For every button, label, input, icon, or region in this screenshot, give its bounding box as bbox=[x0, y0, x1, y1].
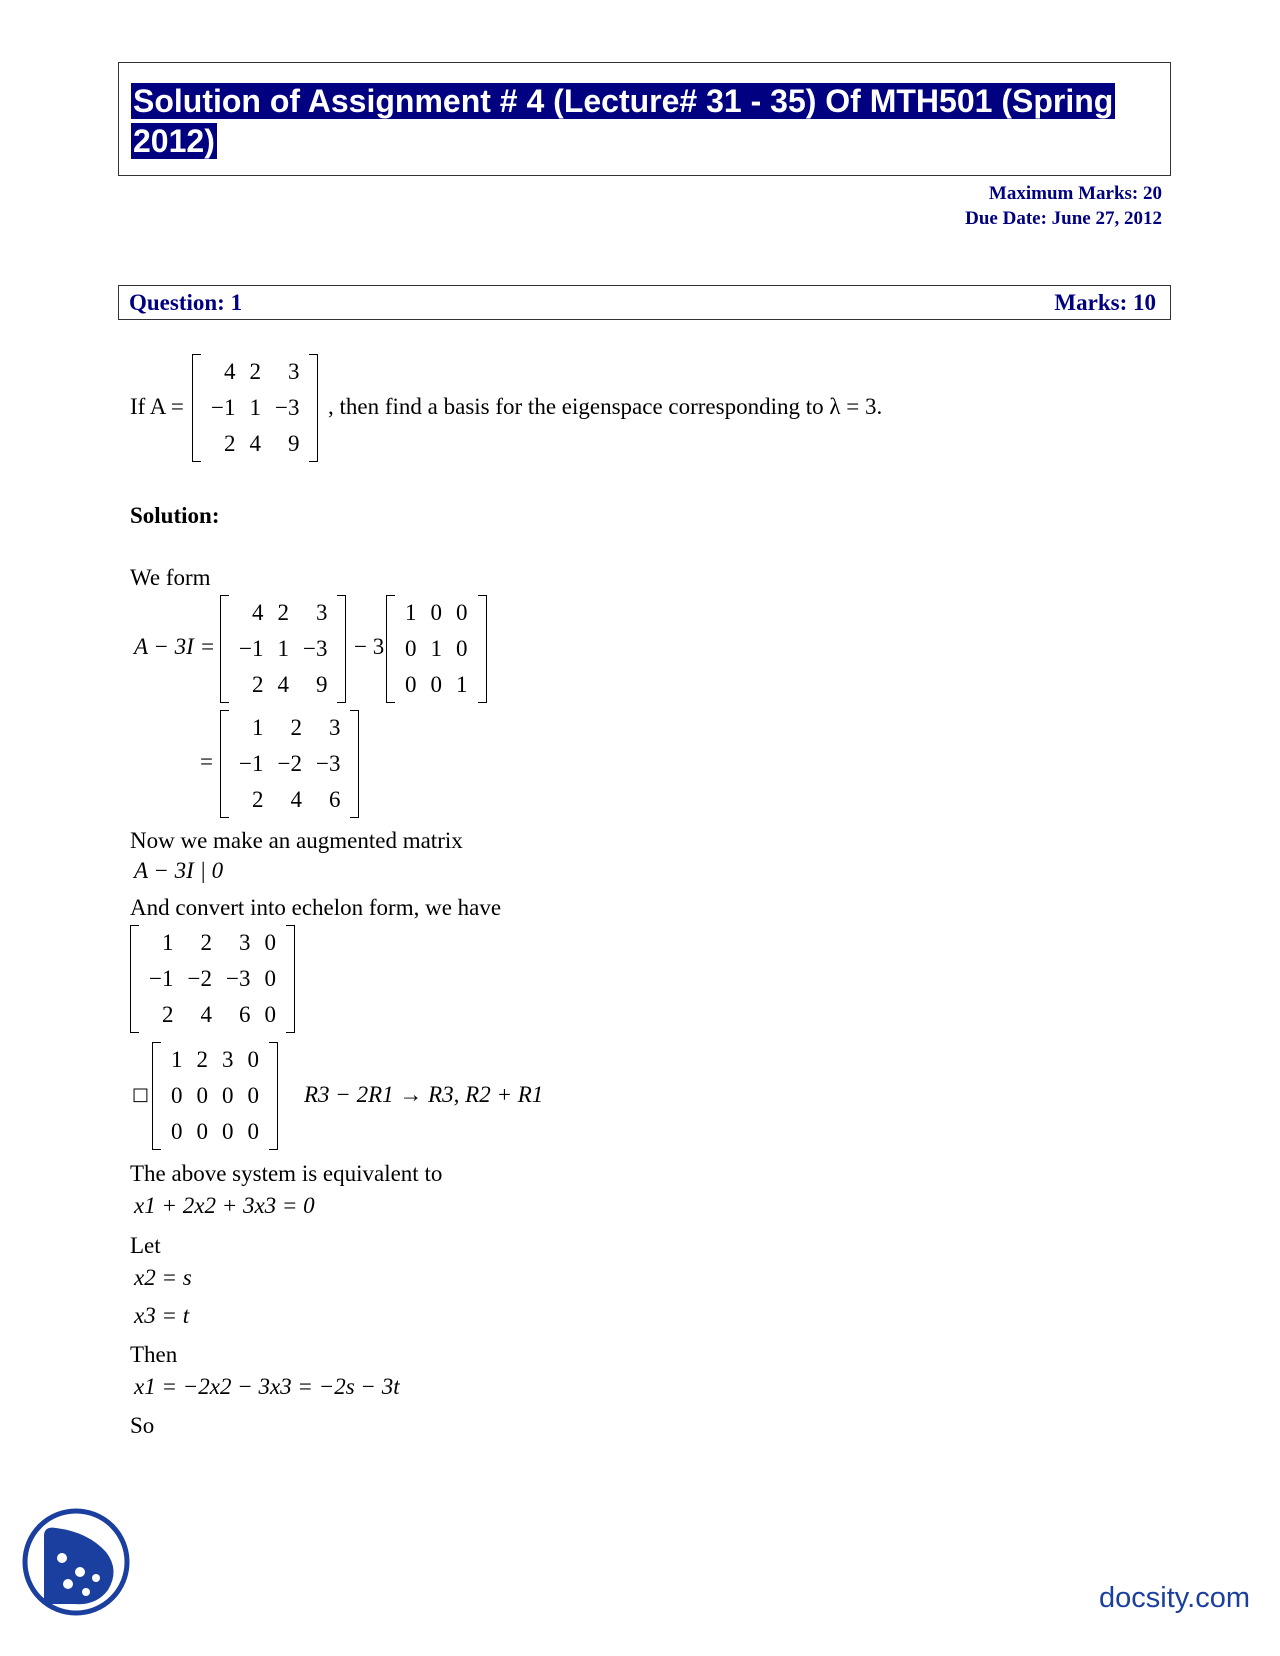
matrix-row bbox=[204, 390, 306, 426]
matrix-row bbox=[232, 782, 347, 818]
matrix-a-minus-3i bbox=[220, 710, 359, 818]
matrix-cell: 0 bbox=[171, 1119, 183, 1144]
matrix-cell: −2 bbox=[187, 966, 212, 991]
equivalent-equation: x1 + 2x2 + 3x3 = 0 bbox=[134, 1193, 315, 1218]
maximum-marks: Maximum Marks: 20 bbox=[988, 183, 1162, 204]
matrix-cell: 0 bbox=[430, 672, 442, 697]
echelon-matrix bbox=[152, 1042, 278, 1150]
eq1-lhs: A − 3I = bbox=[134, 634, 216, 659]
title-line-1: Solution of Assignment # 4 (Lecture# 31 - 35) Of MTH501 (Spring bbox=[133, 83, 1114, 119]
matrix-cell: 1 bbox=[171, 1047, 183, 1072]
matrix-cell: 1 bbox=[249, 395, 261, 420]
matrix-row bbox=[164, 1114, 266, 1150]
matrix-cell: 0 bbox=[247, 1119, 259, 1144]
problem-prefix: If A = bbox=[130, 394, 184, 419]
matrix-cell: −3 bbox=[302, 636, 328, 661]
augmented-text: Now we make an augmented matrix bbox=[130, 828, 463, 853]
docsity-brand[interactable]: docsity.com bbox=[1099, 1582, 1250, 1614]
matrix-cell: 0 bbox=[405, 672, 417, 697]
problem-matrix bbox=[192, 354, 318, 462]
matrix-cell: 1 bbox=[456, 672, 468, 697]
matrix-cell: 3 bbox=[222, 1047, 234, 1072]
matrix-cell: 0 bbox=[264, 930, 276, 955]
augmented-matrix bbox=[130, 925, 295, 1033]
matrix-cell: 2 bbox=[277, 600, 289, 625]
matrix-cell: 4 bbox=[251, 600, 264, 625]
matrix-a bbox=[220, 595, 346, 703]
matrix-row bbox=[142, 961, 283, 997]
matrix-cell: 0 bbox=[247, 1083, 259, 1108]
matrix-cell: 0 bbox=[405, 636, 417, 661]
problem-matrix-table bbox=[204, 354, 306, 462]
matrix-cell: 2 bbox=[249, 359, 261, 384]
matrix-row bbox=[164, 1042, 266, 1078]
matrix-cell: −1 bbox=[149, 966, 174, 991]
matrix-cell: 0 bbox=[430, 600, 442, 625]
matrix-cell: 2 bbox=[251, 787, 264, 812]
matrix-cell: −3 bbox=[225, 966, 251, 991]
matrix-cell: 1 bbox=[277, 636, 289, 661]
let-x3: x3 = t bbox=[134, 1303, 190, 1328]
then-text: Then bbox=[130, 1342, 178, 1367]
matrix-cell: 2 bbox=[290, 715, 302, 740]
matrix-cell: 1 bbox=[251, 715, 264, 740]
augmented-matrix-table bbox=[142, 925, 283, 1033]
matrix-cell: 2 bbox=[196, 1047, 208, 1072]
matrix-row bbox=[232, 746, 347, 782]
eq2-lhs: = bbox=[200, 749, 213, 774]
identity-matrix-table bbox=[398, 595, 475, 703]
document-title bbox=[131, 81, 1160, 161]
matrix-cell: 0 bbox=[247, 1047, 259, 1072]
matrix-cell: 0 bbox=[456, 636, 468, 661]
matrix-cell: −1 bbox=[239, 636, 264, 661]
matrix-cell: 0 bbox=[456, 600, 468, 625]
echelon-text: And convert into echelon form, we have bbox=[130, 895, 502, 920]
equivalent-text: The above system is equivalent to bbox=[130, 1161, 443, 1186]
due-date: Due Date: June 27, 2012 bbox=[965, 208, 1162, 229]
matrix-row bbox=[164, 1078, 266, 1114]
matrix-row bbox=[398, 631, 475, 667]
matrix-cell: 2 bbox=[161, 1002, 174, 1027]
matrix-row bbox=[142, 997, 283, 1033]
echelon-matrix-table bbox=[164, 1042, 266, 1150]
matrix-cell: 1 bbox=[405, 600, 417, 625]
title-box bbox=[118, 62, 1171, 176]
equivalence-symbol: □ bbox=[132, 1084, 150, 1105]
matrix-cell: 2 bbox=[200, 930, 212, 955]
matrix-cell: −3 bbox=[274, 395, 300, 420]
docsity-logo-icon bbox=[22, 1508, 130, 1616]
matrix-cell: 0 bbox=[222, 1119, 234, 1144]
matrix-cell: 9 bbox=[287, 431, 300, 456]
matrix-row bbox=[142, 925, 283, 961]
matrix-cell: 0 bbox=[196, 1119, 208, 1144]
matrix-cell: 4 bbox=[249, 431, 261, 456]
matrix-cell: 3 bbox=[328, 715, 341, 740]
augmented-expr: A − 3I | 0 bbox=[134, 858, 224, 883]
matrix-row bbox=[232, 631, 334, 667]
matrix-row bbox=[204, 426, 306, 462]
matrix-cell: −2 bbox=[277, 751, 302, 776]
matrix-cell: −1 bbox=[239, 751, 264, 776]
matrix-cell: −1 bbox=[211, 395, 236, 420]
let-text: Let bbox=[130, 1233, 161, 1258]
question-label: Question: 1 bbox=[129, 290, 243, 315]
matrix-cell: 6 bbox=[328, 787, 341, 812]
matrix-cell: 4 bbox=[200, 1002, 212, 1027]
then-equation: x1 = −2x2 − 3x3 = −2s − 3t bbox=[134, 1374, 400, 1399]
solution-heading: Solution: bbox=[130, 503, 220, 528]
question-marks: Marks: 10 bbox=[1054, 290, 1156, 315]
eq1-scalar: − 3 bbox=[354, 634, 385, 659]
matrix-cell: 0 bbox=[264, 1002, 276, 1027]
matrix-cell: 3 bbox=[287, 359, 300, 384]
problem-suffix: , then find a basis for the eigenspace corresponding to λ = 3. bbox=[328, 394, 883, 419]
matrix-a-minus-3i-table bbox=[232, 710, 347, 818]
matrix-cell: 4 bbox=[277, 672, 289, 697]
matrix-cell: 1 bbox=[430, 636, 442, 661]
row-operations: R3 − 2R1 → R3, R2 + R1 bbox=[304, 1082, 544, 1107]
matrix-cell: 4 bbox=[223, 359, 236, 384]
we-form-text: We form bbox=[130, 565, 211, 590]
matrix-cell: 0 bbox=[264, 966, 276, 991]
matrix-row bbox=[232, 710, 347, 746]
matrix-cell: 3 bbox=[315, 600, 328, 625]
matrix-row bbox=[398, 667, 475, 703]
matrix-row bbox=[232, 595, 334, 631]
matrix-cell: 6 bbox=[238, 1002, 251, 1027]
question-header bbox=[118, 285, 1171, 320]
title-line-2: 2012) bbox=[133, 123, 215, 159]
matrix-cell: 2 bbox=[251, 672, 264, 697]
let-x2: x2 = s bbox=[134, 1265, 192, 1290]
matrix-cell: 0 bbox=[171, 1083, 183, 1108]
matrix-cell: 3 bbox=[238, 930, 251, 955]
matrix-row bbox=[398, 595, 475, 631]
matrix-cell: −3 bbox=[315, 751, 341, 776]
matrix-a-table bbox=[232, 595, 334, 703]
identity-matrix bbox=[386, 595, 487, 703]
matrix-row bbox=[232, 667, 334, 703]
matrix-cell: 1 bbox=[161, 930, 174, 955]
matrix-cell: 4 bbox=[290, 787, 302, 812]
matrix-row bbox=[204, 354, 306, 390]
so-text: So bbox=[130, 1413, 155, 1438]
matrix-cell: 0 bbox=[222, 1083, 234, 1108]
matrix-cell: 9 bbox=[315, 672, 328, 697]
matrix-cell: 0 bbox=[196, 1083, 208, 1108]
matrix-cell: 2 bbox=[223, 431, 236, 456]
